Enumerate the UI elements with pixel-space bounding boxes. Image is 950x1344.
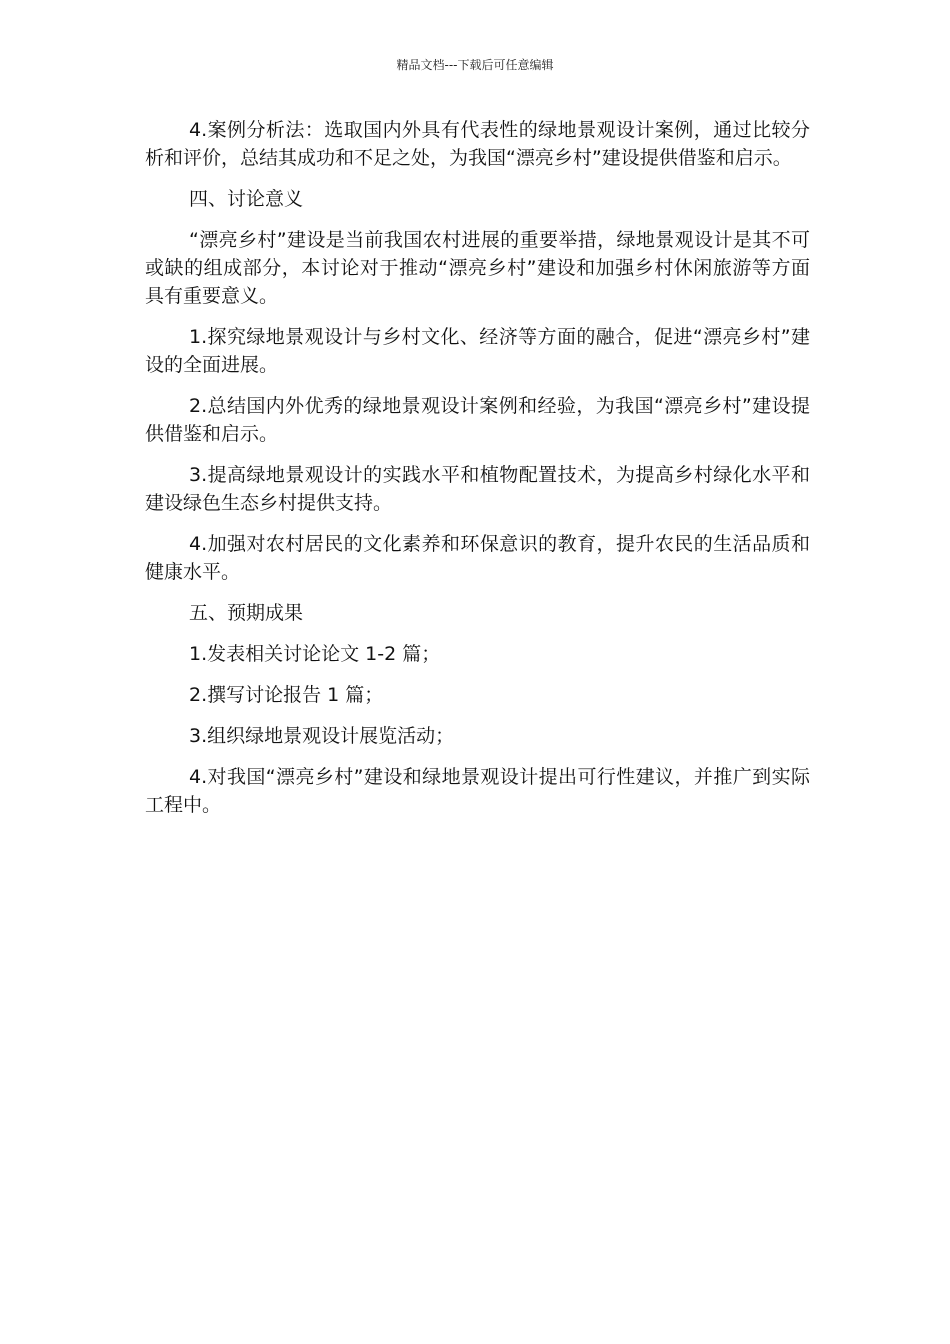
paragraph-result-1: 1.发表相关讨论论文 1-2 篇； <box>189 643 441 665</box>
paragraph-significance-1: 1.探究绿地景观设计与乡村文化、经济等方面的融合，促进“漂亮乡村”建设的全面进展。 <box>145 326 810 376</box>
paragraph-result-3: 3.组织绿地景观设计展览活动； <box>189 725 455 747</box>
page-header: 精品文档---下载后可任意编辑 <box>396 58 554 72</box>
document-body <box>145 116 810 832</box>
section-heading-expected-results: 五、预期成果 <box>189 602 304 624</box>
paragraph-significance-2: 2.总结国内外优秀的绿地景观设计案例和经验，为我国“漂亮乡村”建设提供借鉴和启示。 <box>145 395 810 445</box>
section-heading-significance: 四、讨论意义 <box>189 188 304 210</box>
paragraph-result-4: 4.对我国“漂亮乡村”建设和绿地景观设计提出可行性建议，并推广到实际工程中。 <box>145 766 810 816</box>
paragraph-case-analysis-method: 4.案例分析法：选取国内外具有代表性的绿地景观设计案例，通过比较分析和评价，总结其成功和不足之处，为我国“漂亮乡村”建设提供借鉴和启示。 <box>145 119 810 169</box>
paragraph-result-2: 2.撰写讨论报告 1 篇； <box>189 684 384 706</box>
paragraph-significance-4: 4.加强对农村居民的文化素养和环保意识的教育，提升农民的生活品质和健康水平。 <box>145 533 810 583</box>
paragraph-significance-3: 3.提高绿地景观设计的实践水平和植物配置技术，为提高乡村绿化水平和建设绿色生态乡村提供支持。 <box>145 464 810 514</box>
paragraph-significance-intro: “漂亮乡村”建设是当前我国农村进展的重要举措，绿地景观设计是其不可或缺的组成部分，本讨论对于推动“漂亮乡村”建设和加强乡村休闲旅游等方面具有重要意义。 <box>145 229 810 307</box>
